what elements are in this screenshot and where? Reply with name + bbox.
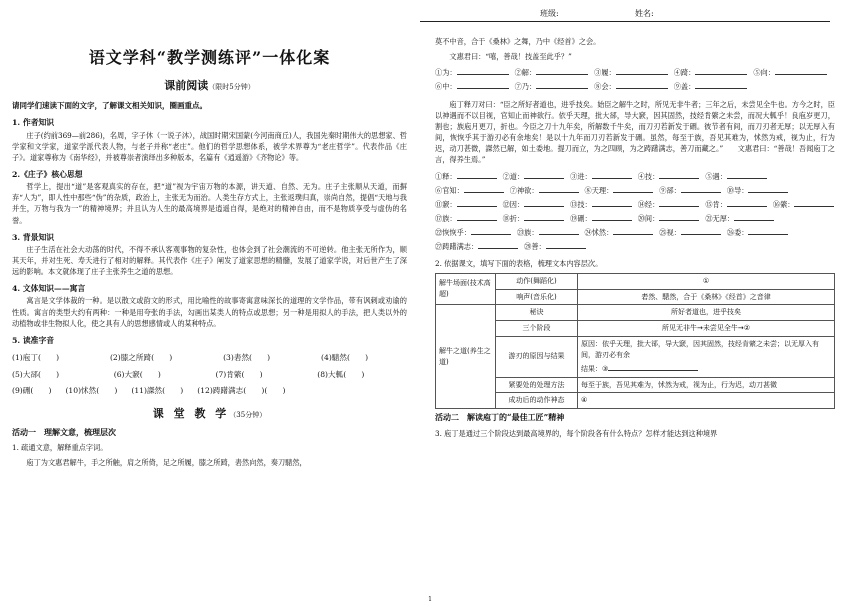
fill-blank[interactable]: ⑰族： [435, 213, 497, 224]
pron-item[interactable]: (1)庖丁( ) [12, 352, 60, 362]
fill-blank[interactable]: ③履： [594, 67, 668, 78]
pron-item[interactable]: (10)怵然( ) [65, 386, 118, 396]
fill-blank[interactable]: ⑩导： [727, 185, 789, 196]
pron-item[interactable]: (11)謋然( ) [131, 386, 184, 396]
fill-blank[interactable]: ①释： [435, 171, 497, 182]
section-background-text: 庄子生活在社会大动荡的时代，不得不承认客观事物的复杂性，也体会到了社会潮流的不可逆转。他主张无所作为，顺其天年，并对生死、寿夭进行了相对的解释。其代表作《庄子》阐发了道家思想的精髓，发展了道家学说，对后世产生了深远的影响。本文就体现了庄子主张养生之道的思想。 [12, 244, 407, 277]
table-cell: 原因：依乎天理，批大郤，导大窾，因其固然，技经肯綮之未尝；以无厚入有间，游刃必有余 结果：③ [578, 337, 835, 378]
pron-item[interactable]: (7)肯綮( ) [215, 369, 263, 379]
table-answer-cell[interactable]: ① [578, 273, 835, 289]
fill-blank[interactable]: ㉓族： [517, 227, 579, 238]
fill-blank[interactable]: ②道： [503, 171, 565, 182]
section-background-title: 3. 背景知识 [12, 232, 55, 242]
table-answer-cell[interactable]: 结果：③ [581, 364, 831, 375]
fill-blank[interactable]: ④技： [638, 171, 700, 182]
left-column [12, 36, 407, 468]
table-answer-cell[interactable]: 所见无非牛→未尝见全牛→② [578, 321, 835, 337]
pronunciation-row-3 [12, 385, 407, 397]
fill-blank[interactable]: ⑨郤： [659, 185, 721, 196]
fill-blank[interactable]: ㉗踌躇满志： [435, 241, 518, 252]
pron-item[interactable]: (9)硎( ) [12, 386, 52, 396]
section-pronunciation-title: 5. 读准字音 [12, 335, 55, 345]
fill-blank[interactable]: ㉕视： [659, 227, 721, 238]
table-cell: 成功后的动作神态 [496, 393, 578, 409]
section-author-title: 1. 作者知识 [12, 118, 55, 128]
fill-blank[interactable]: ⑤遇： [705, 171, 767, 182]
table-cell: 每至于族，吾见其难为，怵然为戒，视为止，行为迟，动刀甚微 [578, 377, 835, 393]
fill-blank[interactable]: ⑯綮： [773, 199, 835, 210]
fill-blank[interactable]: ㉒恢恢乎： [435, 227, 511, 238]
pron-item[interactable]: (6)大窾( ) [113, 369, 161, 379]
fill-blank[interactable]: ㉑无厚： [705, 213, 774, 224]
class-label: 班级: [540, 9, 559, 18]
blanks-group-1 [435, 67, 835, 92]
blanks-group-2 [435, 171, 835, 253]
pron-item[interactable]: (12)踌躇满志( )( ) [197, 386, 286, 396]
question-2: 2. 依据课文，填写下面的表格，梳理文本内容层次。 [435, 258, 603, 268]
fill-blank[interactable]: ①为： [435, 67, 509, 78]
fill-blank[interactable]: ⑨盖： [674, 81, 748, 92]
page-header [420, 8, 830, 22]
pron-item[interactable]: (3)砉然( ) [223, 352, 271, 362]
table-cell: 游刃的原因与结果 [496, 337, 578, 378]
section-genre-title: 4. 文体知识——寓言 [12, 284, 86, 294]
fill-blank[interactable]: ⑬技： [570, 199, 632, 210]
fill-blank[interactable]: ⑳间： [638, 213, 700, 224]
question-3: 3. 庖丁是通过三个阶段达到最高境界的，每个阶段各有什么特点？怎样才能达到这种境界 [435, 428, 718, 438]
right-column [435, 36, 835, 439]
page-number: 1 [428, 595, 432, 603]
table-cell: 秘诀 [496, 305, 578, 321]
table-cell: 解牛之道(养生之道) [436, 305, 496, 409]
activity-1-title: 活动一 理解文意，梳理层次 [12, 427, 116, 438]
name-label: 姓名: [635, 9, 654, 18]
page-title: 语文学科“教学测练评”一体化案 [88, 48, 331, 67]
fill-blank[interactable]: ⑦乃： [515, 81, 589, 92]
table-cell: 所好者道也，进乎技矣 [578, 305, 835, 321]
fill-blank[interactable]: ⑲硎： [570, 213, 632, 224]
fill-blank[interactable]: ㉔怵然： [585, 227, 654, 238]
table-cell: 动作(舞蹈化) [496, 273, 578, 289]
fill-blank[interactable]: ⑧天理： [585, 185, 654, 196]
table-cell: 砉然、騞然，合于《桑林》《经首》之音律 [578, 289, 835, 305]
passage-a: 莫不中音，合于《桑林》之舞，乃中《经首》之会。 [435, 37, 601, 46]
instruction: 请同学们速读下面的文字，了解课文相关知识，圈画重点。 [12, 100, 207, 110]
fill-blank[interactable]: ㉖委： [727, 227, 789, 238]
fill-blank[interactable]: ⑱折： [503, 213, 565, 224]
pron-item[interactable]: (2)膝之所踦( ) [109, 352, 173, 362]
table-cell: 三个阶段 [496, 321, 578, 337]
activity-1-question: 1. 疏通文意，解释重点字词。 [12, 442, 108, 452]
pron-item[interactable]: (4)騞然( ) [321, 352, 369, 362]
pronunciation-row-1 [12, 352, 407, 364]
passage-b: 文惠君曰：“嘻，善哉！技盖至此乎？” [449, 52, 572, 62]
activity-2-title: 活动二 解读庖丁的“最佳工匠”精神 [435, 412, 565, 423]
fill-blank[interactable]: ④踦： [674, 67, 748, 78]
class-teaching-heading: 课 堂 教 学（35分钟） [152, 407, 267, 421]
section-author-text: 庄子(约前369—前286)，名周，字子休（一说子沐），战国时期宋国蒙(今河南商丘)人，我国先秦时期伟大的思想家、哲学家和文学家，道家学派代表人物，与老子并称“老庄”。他们的哲学思想体系，被学术界尊为“老庄哲学”。代表作品《庄子》。道家尊称为《南华经》，并被尊崇者演绎出多种版本，名篇有《逍遥游》《齐物论》等。 [12, 130, 407, 162]
fill-blank[interactable]: ③进： [570, 171, 632, 182]
structure-table [435, 273, 835, 410]
pron-item[interactable]: (5)大郤( ) [12, 369, 60, 379]
fill-blank[interactable]: ②解： [515, 67, 589, 78]
fill-blank[interactable]: ⑭经： [638, 199, 700, 210]
pron-item[interactable]: (8)大軱( ) [317, 369, 365, 379]
fill-blank[interactable]: ㉘善： [524, 241, 586, 252]
section-genre-text: 寓言是文学体裁的一种。是以散文或韵文的形式，用比喻性的故事寄寓意味深长的道理的文学作品，带有讽刺或劝谕的性质。寓言的类型大约有两种：一种是用夸张的手法，勾画出某类人的特点或思想；另一种是用拟人的手法，把人类以外的动植物或非生物拟人化，使之具有人的思想感情或人的某种特点。 [12, 296, 407, 328]
passage-start: 庖丁为文惠君解牛，手之所触，肩之所倚，足之所履，膝之所踦，砉然向然，奏刀騞然， [26, 457, 307, 467]
fill-blank[interactable]: ⑫因： [503, 199, 565, 210]
table-answer-cell[interactable]: ④ [578, 393, 835, 409]
passage-c: 庖丁释刀对曰：“臣之所好者道也，进乎技矣。始臣之解牛之时，所见无非牛者；三年之后，未尝见全牛也。方今之时，臣以神遇而不以目视，官知止而神欲行。依乎天理，批大郤，导大窾，因其固然，技经肯綮之未尝，而况大軱乎！良庖岁更刀，割也；族庖月更刀，折也。今臣之刀十九年矣，所解数千牛矣，而刀刃若新发于硎。彼节者有间，而刀刃者无厚；以无厚入有间，恢恢乎其于游刃必有余地矣！是以十九年而刀刃若新发于硎。虽然，每至于族，吾见其难为，怵然为戒，视为止，行为迟，动刀甚微，謋然已解，如土委地。提刀而立，为之四顾，为之踌躇满志，善刀而藏之。” 文惠君曰：“善哉！吾闻庖丁之言，得养生焉。” [435, 99, 835, 165]
fill-blank[interactable]: ⑧会： [594, 81, 668, 92]
table-cell: 紧要处的处理方法 [496, 377, 578, 393]
section-thought-title: 2.《庄子》核心思想 [12, 170, 83, 180]
fill-blank[interactable]: ⑤向： [753, 67, 827, 78]
table-cell: 解牛场面(技术高超) [436, 273, 496, 305]
pre-read-heading: 课前阅读（限时5分钟） [164, 78, 255, 92]
fill-blank[interactable]: ⑮肯： [705, 199, 767, 210]
section-thought-text: 哲学上，提出“道”是客观真实的存在，把“道”视为宇宙万物的本源，讲天道、自然、无为。庄子主张顺从天道，而摒弃“人为”，即人性中那些“伪”的杂质，政治上，主张无为而治。人类生存方式上，主张返璞归真，崇尚自然，提倡“天地与我并生，万物与我为一”的精神境界；并且认为人生的最高境界是逍遥自得，是绝对的精神自由，而不是物质享受与虚伪的名誉。 [12, 182, 407, 225]
pronunciation-row-2 [12, 369, 407, 381]
fill-blank[interactable]: ⑪窾： [435, 199, 497, 210]
fill-blank[interactable]: ⑥中： [435, 81, 509, 92]
fill-blank[interactable]: ⑥官知： [435, 185, 504, 196]
fill-blank[interactable]: ⑦神欲： [510, 185, 579, 196]
table-cell: 响声(音乐化) [496, 289, 578, 305]
